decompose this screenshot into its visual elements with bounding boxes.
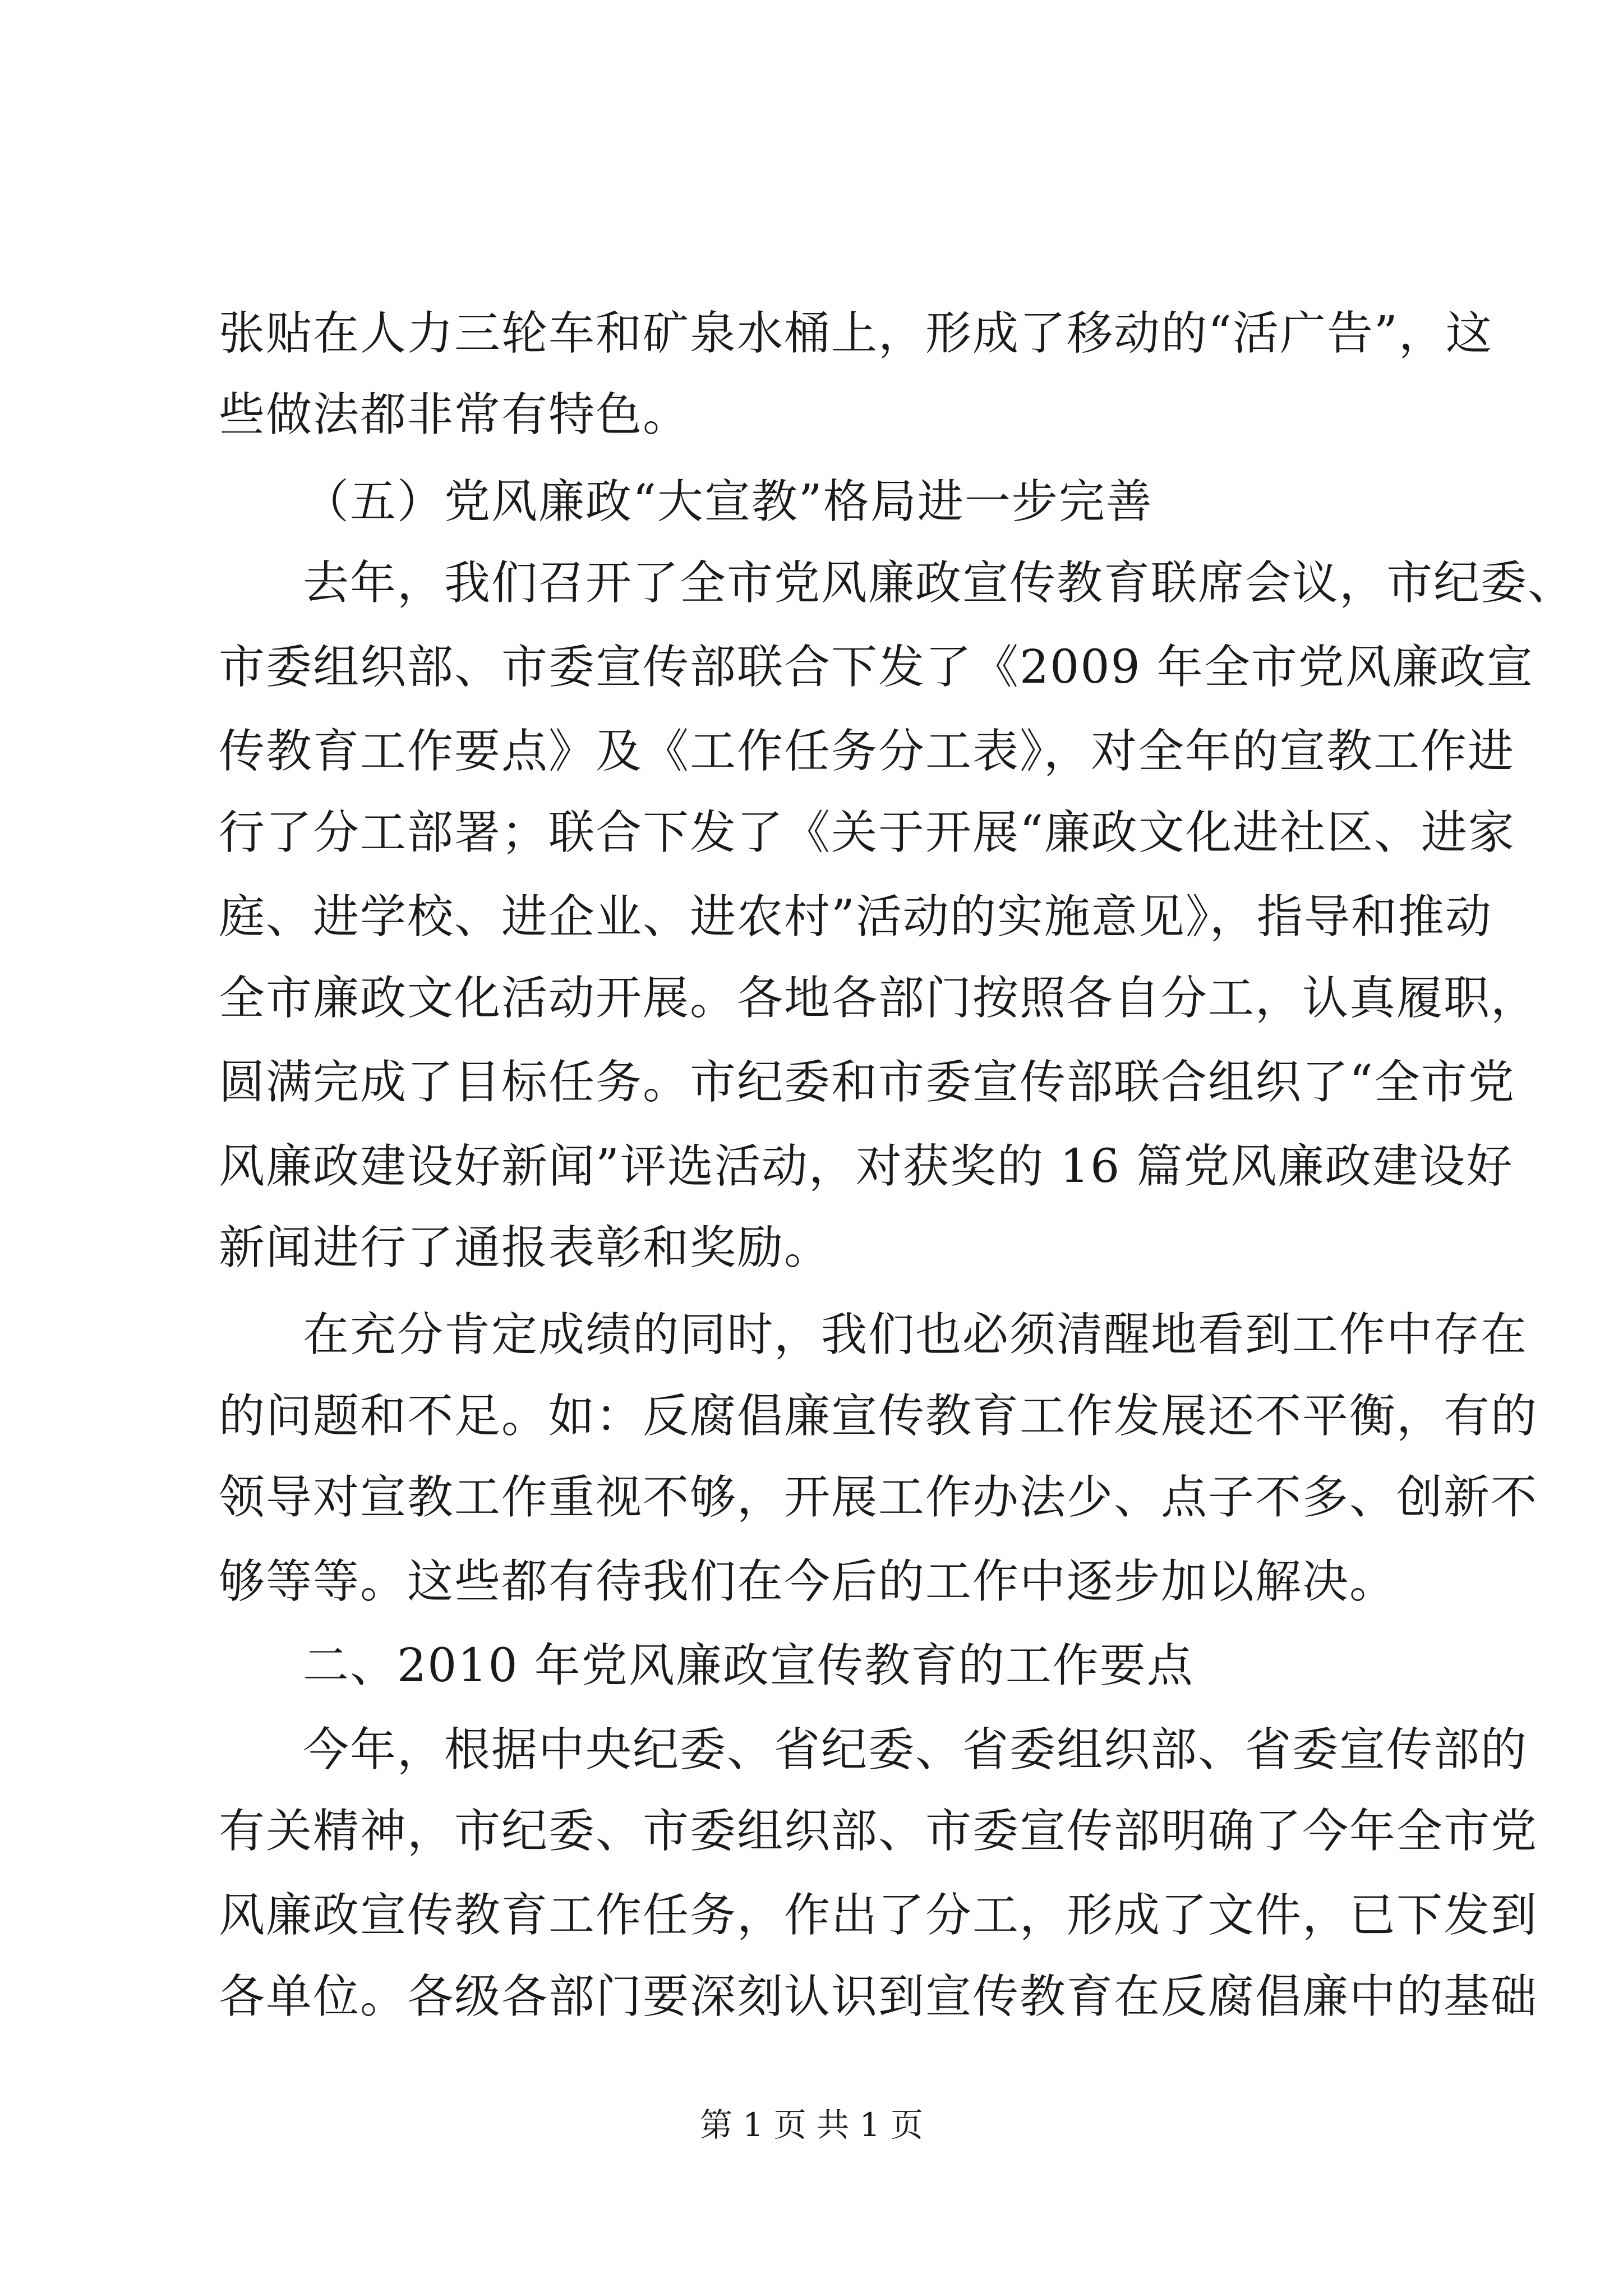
text-line: 些做法都非常有特色。 [219,388,690,441]
text-line: 庭、进学校、进企业、进农村”活动的实施意见》，指导和推动 [219,890,1492,944]
text-line: 传教育工作要点》及《工作任务分工表》，对全年的宣教工作进 [219,725,1515,778]
text-line: 风廉政宣传教育工作任务，作出了分工，形成了文件，已下发到 [219,1889,1538,1942]
section-heading: 二、2010 年党风廉政宣传教育的工作要点 [303,1639,1194,1692]
text-line: 风廉政建设好新闻”评选活动，对获奖的 16 篇党风廉政建设好 [219,1140,1514,1193]
text-line: 行了分工部署；联合下发了《关于开展“廉政文化进社区、进家 [219,806,1515,859]
text-line: 今年，根据中央纪委、省纪委、省委组织部、省委宣传部的 [303,1723,1528,1777]
text-line: 全市廉政文化活动开展。各地各部门按照各自分工，认真履职， [219,972,1538,1025]
text-line: 圆满完成了目标任务。市纪委和市委宣传部联合组织了“全市党 [219,1056,1515,1109]
text-line: 有关精神，市纪委、市委组织部、市委宣传部明确了今年全市党 [219,1805,1538,1858]
text-line: 在充分肯定成绩的同时，我们也必须清醒地看到工作中存在 [303,1308,1528,1361]
text-line: 领导对宣教工作重视不够，开展工作办法少、点子不多、创新不 [219,1471,1538,1524]
text-line: 够等等。这些都有待我们在今后的工作中逐步加以解决。 [219,1555,1397,1608]
text-line: 新闻进行了通报表彰和奖励。 [219,1221,832,1274]
page-number-label: 第 1 页 共 1 页 [700,2106,923,2144]
section-heading: （五）党风廉政“大宣教”格局进一步完善 [303,475,1153,528]
page-footer [0,2102,1623,2147]
text-line: 张贴在人力三轮车和矿泉水桶上，形成了移动的“活广告”，这 [219,307,1493,360]
text-line: 市委组织部、市委宣传部联合下发了《2009 年全市党风廉政宣 [219,641,1534,694]
text-line: 的问题和不足。如：反腐倡廉宣传教育工作发展还不平衡，有的 [219,1389,1538,1443]
text-line: 各单位。各级各部门要深刻认识到宣传教育在反腐倡廉中的基础 [219,1970,1538,2023]
text-line: 去年，我们召开了全市党风廉政宣传教育联席会议，市纪委、 [303,556,1575,610]
